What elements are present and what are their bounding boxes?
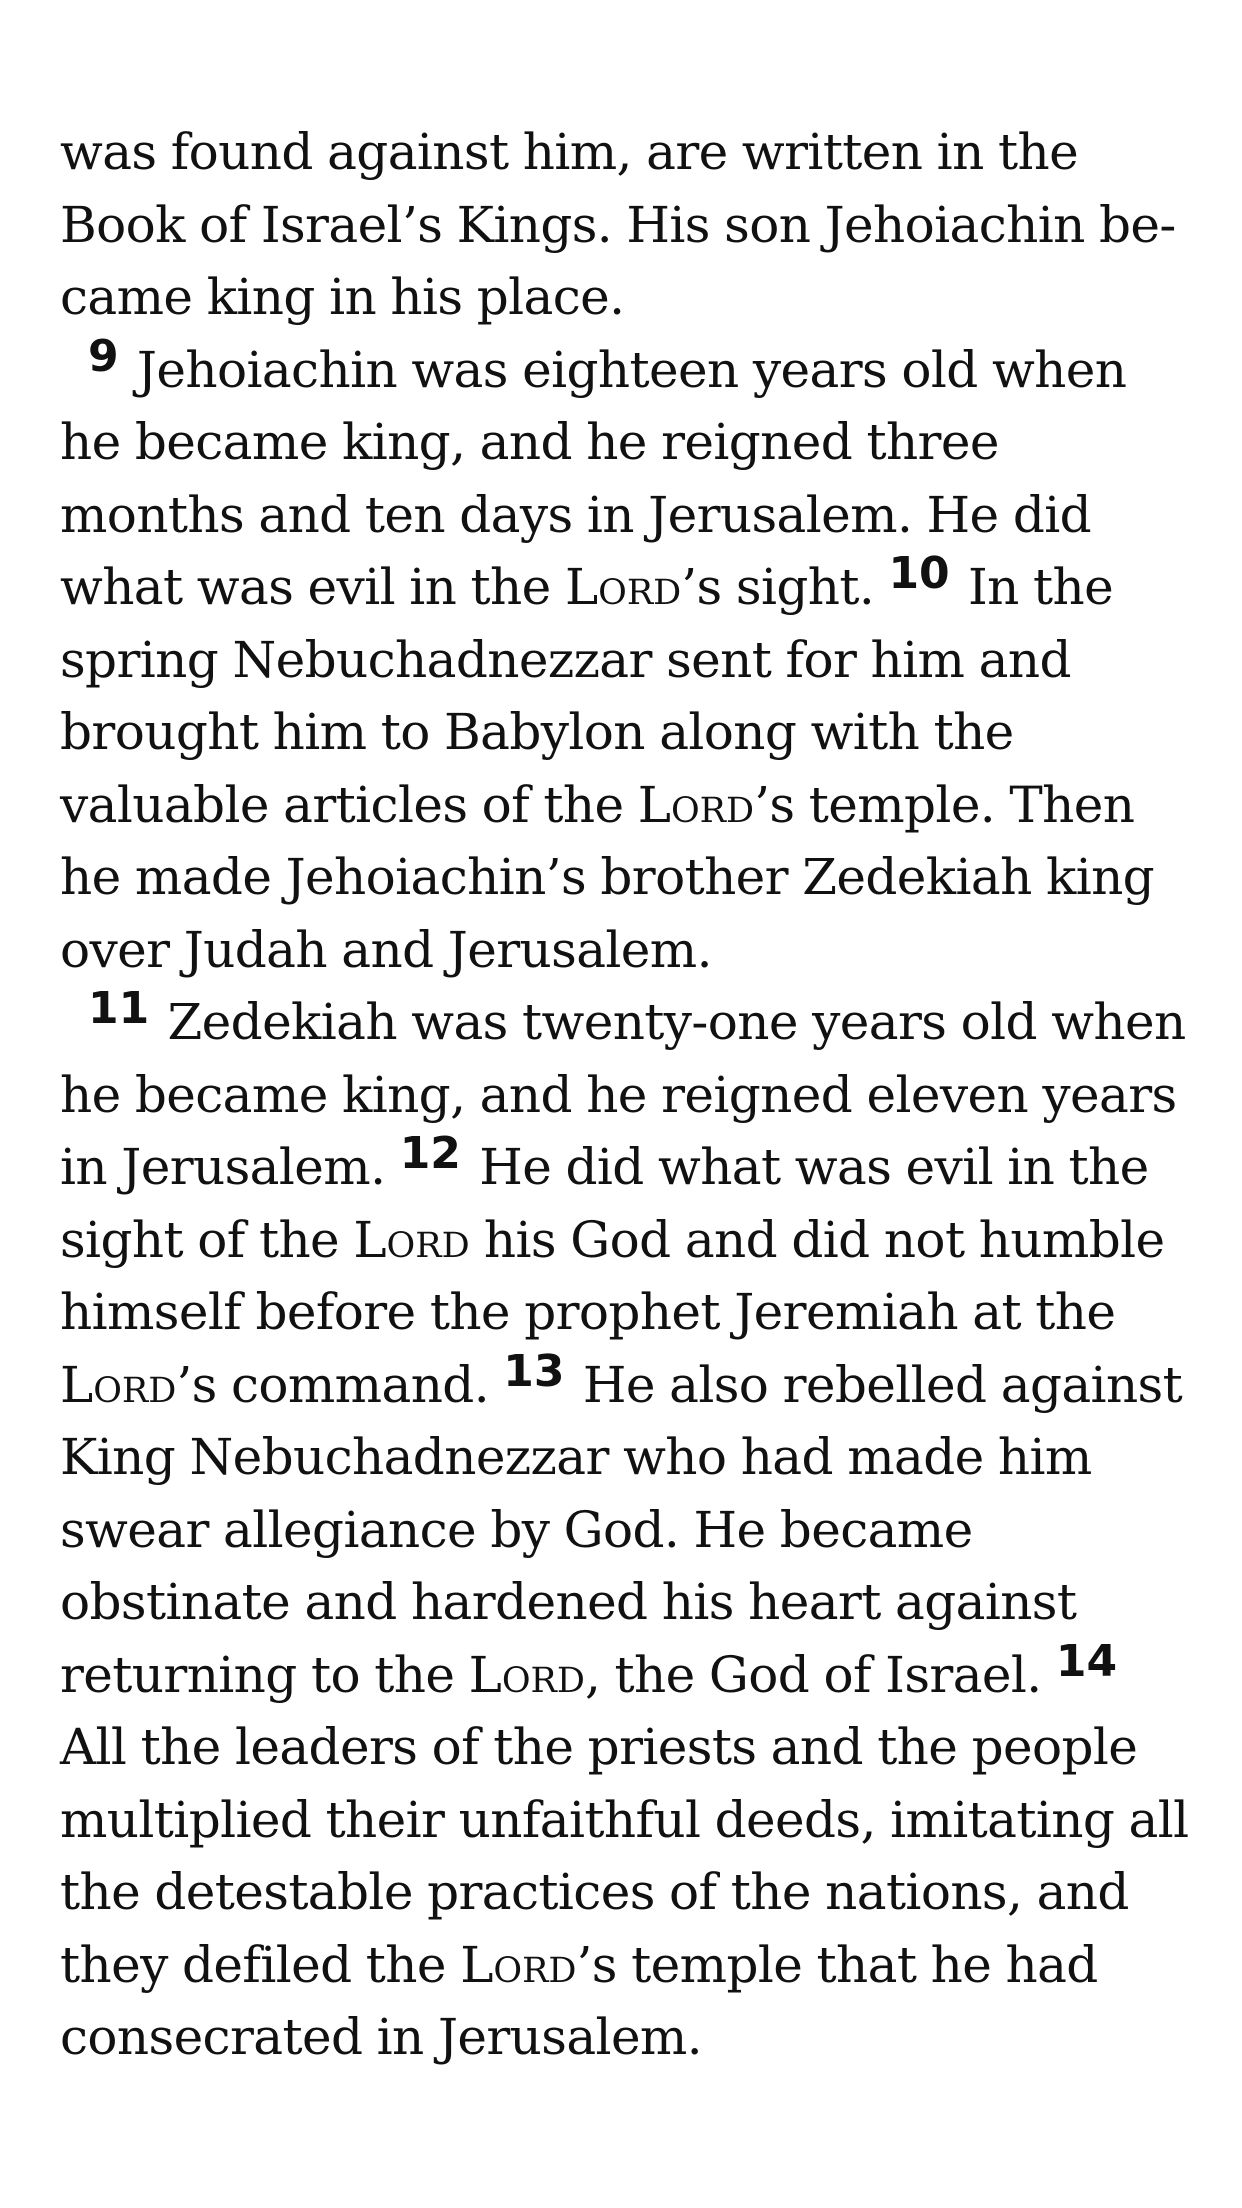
verse-text: Jehoiachin was eighteen years old when he became king, and he reigned three months and ten days in Jerusalem. He did what was evil in the — [60, 340, 1127, 616]
paragraph-continuation — [60, 116, 1190, 334]
verse-number-11[interactable]: 11 — [88, 983, 150, 1034]
verse-text: All the leaders of the priests and the people multiplied their unfaithful deeds, imitating all the detestable practices of the nations, and they defiled the — [60, 1718, 1189, 1994]
divine-name: Lord — [353, 1210, 470, 1269]
paragraph-verses-9-10 — [60, 330, 1190, 987]
verse-text: , the God of Israel. — [584, 1645, 1056, 1704]
verse-text: He also rebelled against King Nebuchadnezzar who had made him swear allegiance by God. He became obstinate and hardened his heart against returning to the — [60, 1355, 1183, 1704]
verse-text: his God and did not humble himself before the prophet Jeremiah at the — [60, 1210, 1165, 1341]
verse-text: ’s sight. — [681, 558, 889, 616]
verse-number-12[interactable]: 12 — [399, 1128, 461, 1179]
verse-text: ’s command. — [176, 1355, 504, 1414]
reading-page — [60, 116, 1190, 2074]
divine-name: Lord — [468, 1645, 585, 1704]
verse-text: He did what was evil in the sight of the — [60, 1138, 1149, 1269]
verse-number-13[interactable]: 13 — [503, 1345, 565, 1397]
verse-text: was found against him, are written in the Book of Israel’s Kings. His son Jehoiachin be-came king in his place. — [60, 123, 1176, 326]
divine-name: Lord — [637, 775, 755, 834]
paragraph-verses-11-14 — [60, 983, 1190, 2074]
divine-name: Lord — [60, 1355, 177, 1414]
verse-text: ’s temple that he had consecrated in Jerusalem. — [60, 1935, 1098, 2066]
verse-number-9[interactable]: 9 — [88, 330, 119, 382]
verse-number-14[interactable]: 14 — [1055, 1635, 1118, 1687]
verse-text: ’s temple. Then he made Jehoiachin’s brother Zedekiah king over Judah and Jerusalem. — [60, 775, 1155, 979]
divine-name: Lord — [564, 558, 682, 616]
verse-text: Zedekiah was twenty-one years old when he became king, and he reigned eleven years in Jerusalem. — [60, 993, 1186, 1196]
verse-text: In the spring Nebuchadnezzar sent for him and brought him to Babylon along with the valuable articles of the — [60, 558, 1114, 834]
divine-name: Lord — [460, 1935, 577, 1994]
verse-number-10[interactable]: 10 — [888, 548, 950, 599]
